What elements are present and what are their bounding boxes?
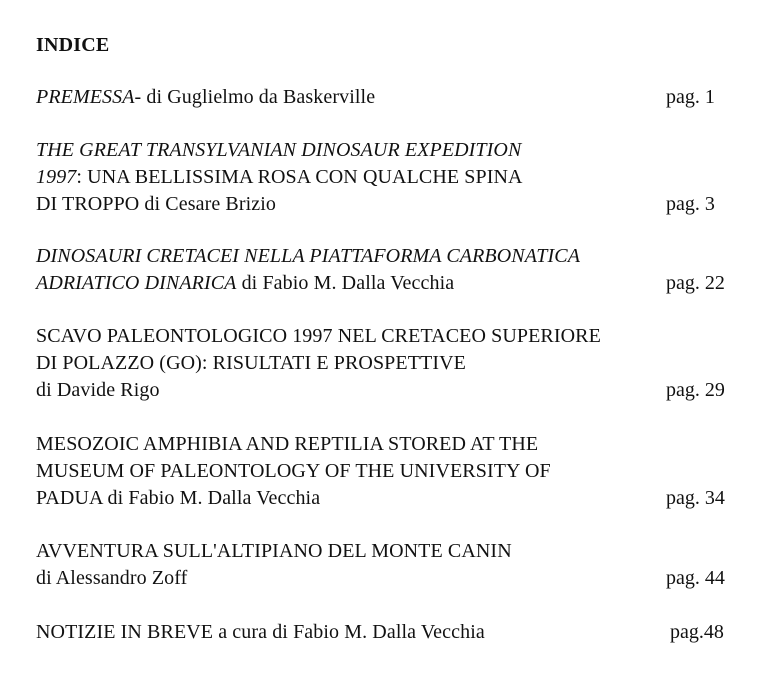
toc-entry-title-line1: THE GREAT TRANSYLVANIAN DINOSAUR EXPEDITION	[36, 139, 522, 161]
toc-entry-mesozoic	[36, 431, 736, 512]
toc-page-number: pag. 34	[666, 487, 725, 509]
toc-entry-avventura	[36, 538, 736, 592]
toc-page-number: pag. 44	[666, 567, 725, 589]
toc-entry-title-line2: MUSEUM OF PALEONTOLOGY OF THE UNIVERSITY OF	[36, 460, 551, 482]
toc-entry-author: - di Guglielmo da Baskerville	[134, 86, 376, 108]
toc-page-number: pag. 22	[666, 272, 725, 294]
toc-entry-title-line1: NOTIZIE IN BREVE a cura di Fabio M. Dalla Vecchia	[36, 621, 485, 643]
toc-entry-title-line1: AVVENTURA SULL'ALTIPIANO DEL MONTE CANIN	[36, 540, 512, 562]
toc-entry-notizie	[36, 619, 736, 646]
toc-entry-premessa	[36, 84, 736, 111]
toc-entry-title-line3: DI TROPPO di Cesare Brizio	[36, 193, 276, 215]
toc-entry-author: di Davide Rigo	[36, 379, 160, 401]
toc-entry-title-line1: DINOSAURI CRETACEI NELLA PIATTAFORMA CARBONATICA	[36, 245, 581, 267]
toc-entry-title-line3: PADUA di Fabio M. Dalla Vecchia	[36, 487, 321, 509]
toc-entry-title-line2	[36, 164, 736, 191]
toc-entry-italic-year: 1997	[36, 166, 77, 188]
toc-page-number: pag. 3	[666, 193, 715, 215]
toc-entry-author: di Fabio M. Dalla Vecchia	[236, 272, 455, 294]
toc-entry-title	[36, 84, 736, 111]
toc-entry-italic-title: PREMESSA	[36, 86, 135, 108]
toc-page-number: pag. 1	[666, 86, 715, 108]
toc-entry-title-line2: DI POLAZZO (GO): RISULTATI E PROSPETTIVE	[36, 352, 466, 374]
toc-entry-italic-title: ADRIATICO DINARICA	[36, 272, 237, 294]
toc-entry-author: di Alessandro Zoff	[36, 567, 188, 589]
toc-entry-title-line1: MESOZOIC AMPHIBIA AND REPTILIA STORED AT THE	[36, 433, 539, 455]
index-heading: INDICE	[36, 34, 110, 56]
toc-page-number: pag.48	[670, 621, 724, 643]
toc-entry-title-line2	[36, 270, 736, 297]
toc-entry-dinosauri	[36, 243, 736, 297]
toc-entry-title-line1: SCAVO PALEONTOLOGICO 1997 NEL CRETACEO SUPERIORE	[36, 325, 601, 347]
toc-entry-scavo	[36, 323, 736, 404]
toc-entry-subtitle: : UNA BELLISSIMA ROSA CON QUALCHE SPINA	[76, 166, 523, 188]
toc-entry-transylvanian	[36, 137, 736, 218]
toc-page-number: pag. 29	[666, 379, 725, 401]
